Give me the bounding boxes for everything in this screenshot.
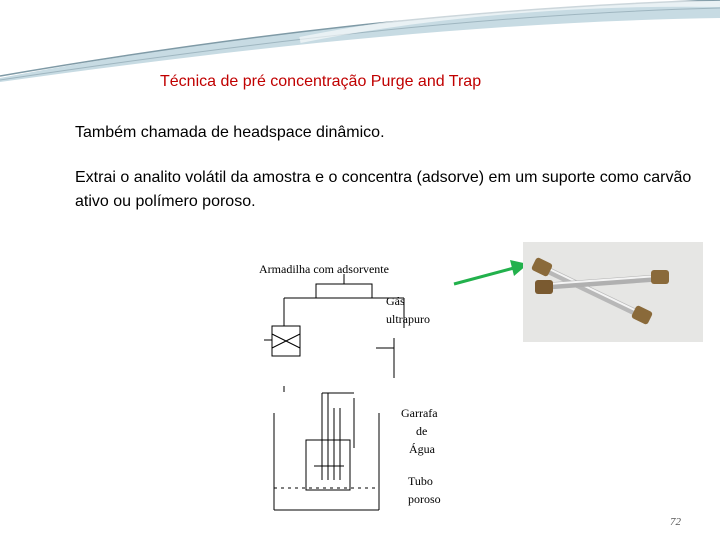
bottle-label: Garrafa — [401, 406, 438, 420]
gas-label: Gás — [386, 294, 405, 308]
bottle-label-3: Água — [409, 442, 435, 456]
trap-label: Armadilha com adsorvente — [259, 262, 389, 276]
sorbent-tubes-photo — [523, 242, 703, 342]
tube-label-2: poroso — [408, 492, 441, 506]
slide-title: Técnica de pré concentração Purge and Trap — [160, 73, 482, 90]
gas-label-2: ultrapuro — [386, 312, 430, 326]
green-arrow — [452, 258, 532, 288]
paragraph-extraction: Extrai o analito volátil da amostra e o concentra (adsorve) em um suporte como carvão ativo ou polímero poroso. — [75, 169, 692, 210]
paragraph-headspace: Também chamada de headspace dinâmico. — [75, 124, 385, 141]
tube-label: Tubo — [408, 474, 433, 488]
bottle-label-2: de — [416, 424, 428, 438]
page-number: 72 — [670, 516, 681, 528]
purge-trap-diagram — [254, 248, 454, 516]
